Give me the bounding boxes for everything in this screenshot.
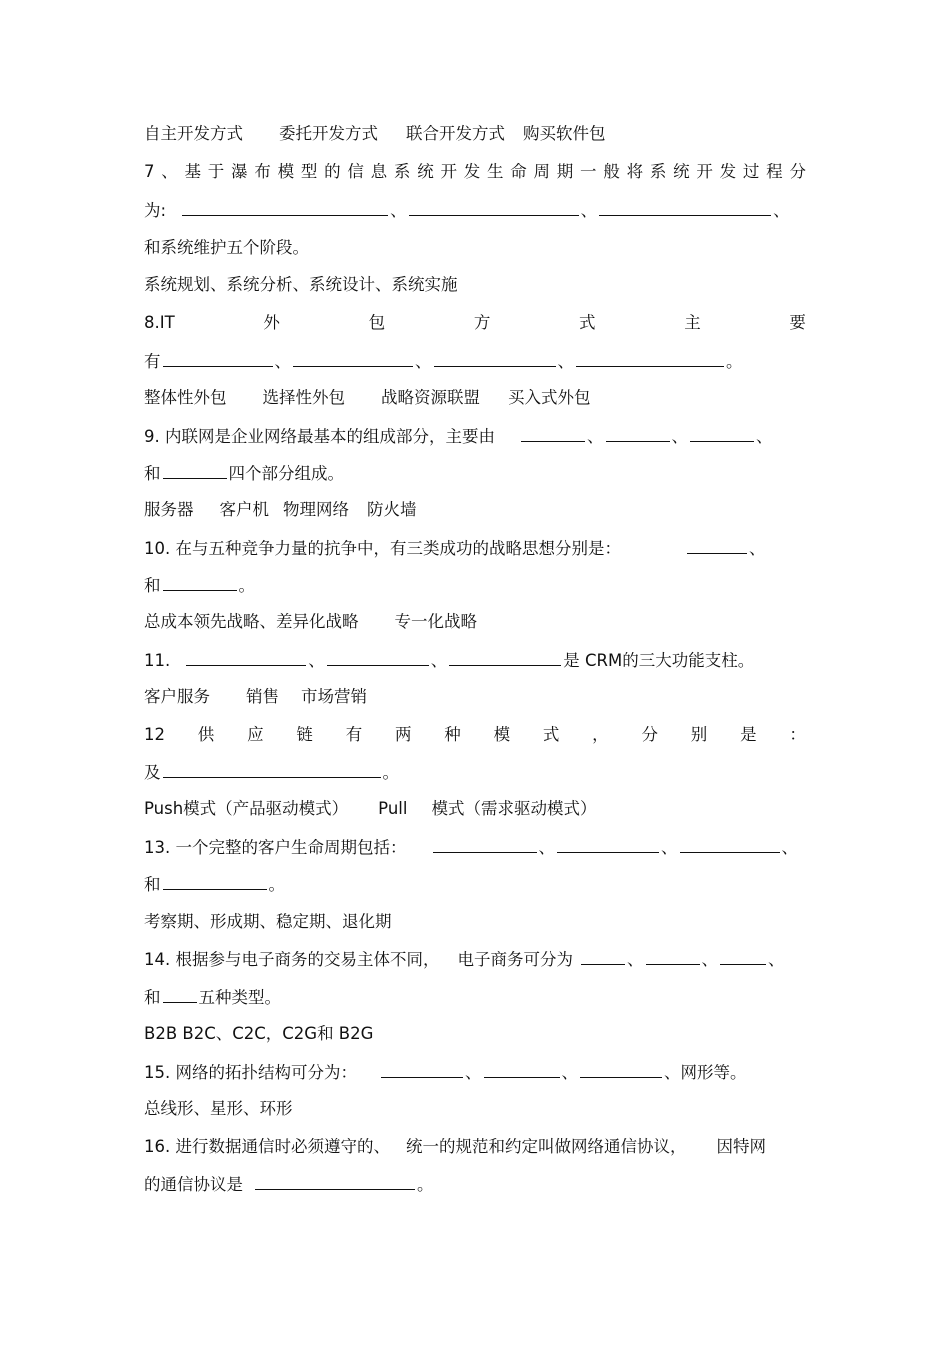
char: 系 <box>393 162 411 181</box>
answer-text: 销售 <box>246 687 279 706</box>
fill-blank[interactable] <box>163 985 197 1003</box>
fill-blank[interactable] <box>163 349 273 367</box>
question-text: 10. 在与五种竞争力量的抗争中，有三类成功的战略思想分别是： <box>144 539 621 558</box>
end-punct: 。 <box>726 352 743 371</box>
word: 是 <box>740 725 757 744</box>
char: 发 <box>463 162 481 181</box>
fill-blank[interactable] <box>599 198 771 216</box>
question-10-line2 <box>144 573 806 597</box>
q11-answer-line <box>144 685 806 709</box>
char: 分 <box>789 162 806 181</box>
suffix-text: 是 CRM的三大功能支柱。 <box>563 651 755 670</box>
word: 链 <box>296 725 313 744</box>
q15-answer-line: 总线形、星形、环形 <box>144 1099 293 1118</box>
word: 包 <box>368 313 386 332</box>
char: 瀑 <box>231 162 248 181</box>
question-16-line1 <box>144 1135 806 1159</box>
word: 种 <box>444 725 461 744</box>
separator: 、 <box>580 201 598 220</box>
end-punct: 。 <box>238 576 255 595</box>
word: 式 <box>542 725 560 744</box>
fill-blank[interactable] <box>381 1060 463 1078</box>
prefix-text: 11. <box>144 651 171 670</box>
question-8-line2 <box>144 349 806 373</box>
suffix-text: 五种类型。 <box>198 988 281 1007</box>
question-12-line2 <box>144 760 806 784</box>
fill-blank[interactable] <box>163 573 237 591</box>
answer-text: Pull <box>378 799 408 818</box>
suffix-text: 四个部分组成。 <box>228 464 344 483</box>
question-text: 13. 一个完整的客户生命周期包括： <box>144 838 407 857</box>
separator: 、 <box>430 651 448 670</box>
fill-blank[interactable] <box>186 648 306 666</box>
char: 期 <box>556 162 574 181</box>
answer-text: 总成本领先战略、差异化战略 <box>144 612 359 631</box>
answer-text: 专一化战略 <box>394 612 477 631</box>
prefix-text: 及 <box>144 763 161 782</box>
answer-text: 买入式外包 <box>508 388 591 407</box>
word: 供 <box>197 725 215 744</box>
end-punct: 。 <box>417 1175 434 1194</box>
fill-blank[interactable] <box>163 760 381 778</box>
suffix-text: 、网形等。 <box>664 1063 747 1082</box>
separator: 、 <box>627 950 644 969</box>
separator: 、 <box>561 1063 578 1082</box>
question-12-line1 <box>144 723 806 747</box>
char: 模 <box>277 162 295 181</box>
question-7-line3: 和系统维护五个阶段。 <box>144 238 309 257</box>
separator: 、 <box>415 352 432 371</box>
word: 12 <box>144 725 165 744</box>
end-punct: 。 <box>268 875 285 894</box>
char: 统 <box>417 162 434 181</box>
question-10-line1 <box>144 536 806 560</box>
separator: 、 <box>308 651 325 670</box>
separator: 、 <box>756 427 773 446</box>
separator: 、 <box>465 1063 482 1082</box>
char: 布 <box>254 162 271 181</box>
question-15-line1 <box>144 1060 806 1084</box>
separator: 、 <box>557 352 574 371</box>
word: 模 <box>493 725 511 744</box>
prefix-text: 为: <box>144 201 167 220</box>
word: 外 <box>263 313 280 332</box>
char: 于 <box>207 162 225 181</box>
fill-blank[interactable] <box>521 424 585 442</box>
fill-blank[interactable] <box>557 835 659 853</box>
fill-blank[interactable] <box>720 947 766 965</box>
char: 般 <box>603 162 620 181</box>
question-13-line2 <box>144 872 806 896</box>
q12-answer-line <box>144 797 806 821</box>
fill-blank[interactable] <box>449 648 561 666</box>
question-14-line1 <box>144 947 806 971</box>
fill-blank[interactable] <box>163 872 267 890</box>
answer-text: 客户服务 <box>144 687 210 706</box>
char: 周 <box>533 162 551 181</box>
separator: 、 <box>701 950 718 969</box>
answer-text: 自主开发方式 <box>144 124 243 143</box>
word: 两 <box>394 725 412 744</box>
char: 系 <box>649 162 667 181</box>
q9-answer-line <box>144 498 806 522</box>
fill-blank[interactable] <box>680 835 780 853</box>
fill-blank[interactable] <box>434 349 556 367</box>
question-11-line1 <box>144 648 806 672</box>
fill-blank[interactable] <box>433 835 537 853</box>
answer-text: 选择性外包 <box>262 388 345 407</box>
question-13-line1 <box>144 835 806 859</box>
fill-blank[interactable] <box>163 461 227 479</box>
char: 7 <box>144 162 155 181</box>
separator: 、 <box>274 352 291 371</box>
answer-text: 整体性外包 <box>144 388 227 407</box>
answer-text: 客户机 <box>219 500 269 519</box>
word: 应 <box>247 725 264 744</box>
char: 型 <box>300 162 318 181</box>
char: 开 <box>696 162 713 181</box>
char: 过 <box>742 162 760 181</box>
word: 主 <box>684 313 701 332</box>
q14-answer-line: B2B B2C、C2C，C2G和 B2G <box>144 1024 374 1043</box>
question-text: 统一的规范和约定叫做网络通信协议， <box>406 1137 687 1156</box>
separator: 、 <box>587 427 604 446</box>
word: 式 <box>579 313 596 332</box>
fill-blank[interactable] <box>182 198 388 216</box>
prefix-text: 有 <box>144 352 161 371</box>
answer-text: 模式（需求驱动模式） <box>431 799 597 818</box>
separator: 、 <box>661 838 678 857</box>
q7-answer-line: 系统规划、系统分析、系统设计、系统实施 <box>144 275 458 294</box>
answer-text: 委托开发方式 <box>279 124 378 143</box>
char: 发 <box>719 162 737 181</box>
char: 统 <box>673 162 690 181</box>
fill-blank[interactable] <box>646 947 700 965</box>
fill-blank[interactable] <box>293 349 413 367</box>
fill-blank[interactable] <box>580 1060 662 1078</box>
word: 别 <box>690 725 708 744</box>
question-text: 因特网 <box>716 1137 766 1156</box>
end-punct: 。 <box>382 763 399 782</box>
char: 将 <box>626 162 644 181</box>
answer-text: 防火墙 <box>367 500 417 519</box>
question-8-line1 <box>144 311 806 335</box>
char: 一 <box>580 162 597 181</box>
answer-text: 市场营销 <box>301 687 367 706</box>
answer-text: 购买软件包 <box>523 124 606 143</box>
word: 分 <box>641 725 658 744</box>
q8-answer-line <box>144 386 806 410</box>
separator: 、 <box>768 950 785 969</box>
question-text: 16. 进行数据通信时必须遵守的、 <box>144 1137 390 1156</box>
prefix-text: 和 <box>144 464 161 483</box>
prefix-text: 和 <box>144 988 161 1007</box>
fill-blank[interactable] <box>327 648 429 666</box>
fill-blank[interactable] <box>409 198 579 216</box>
answer-text: 服务器 <box>144 500 194 519</box>
q13-answer-line: 考察期、形成期、稳定期、退化期 <box>144 912 392 931</box>
char: 命 <box>510 162 527 181</box>
char: 生 <box>486 162 504 181</box>
word: ： <box>789 725 806 744</box>
word: 8.IT <box>144 313 175 332</box>
fill-blank[interactable] <box>606 424 670 442</box>
word: 有 <box>345 725 363 744</box>
char: 的 <box>324 162 341 181</box>
word: 要 <box>789 313 806 332</box>
fill-blank[interactable] <box>484 1060 560 1078</box>
answer-text: 战略资源联盟 <box>381 388 480 407</box>
question-text: 电子商务可分为 <box>457 950 573 969</box>
q10-answer-line <box>144 610 806 634</box>
prefix-text: 的通信协议是 <box>144 1175 243 1194</box>
char: 程 <box>766 162 783 181</box>
question-9-line2 <box>144 461 806 485</box>
answer-text: 物理网络 <box>283 500 349 519</box>
question-text: 14. 根据参与电子商务的交易主体不同， <box>144 950 440 969</box>
separator: 、 <box>773 201 790 220</box>
char: 、 <box>161 162 178 181</box>
fill-blank[interactable] <box>690 424 754 442</box>
question-16-line2 <box>144 1172 806 1196</box>
char: 基 <box>184 162 202 181</box>
answer-text: Push模式（产品驱动模式） <box>144 799 349 818</box>
separator: 、 <box>671 427 688 446</box>
q6-answer-line <box>144 122 806 146</box>
fill-blank[interactable] <box>687 536 747 554</box>
question-7-line1 <box>144 160 806 184</box>
question-text: 9. 内联网是企业网络最基本的组成部分，主要由 <box>144 427 495 446</box>
answer-text: 联合开发方式 <box>406 124 505 143</box>
fill-blank[interactable] <box>255 1172 415 1190</box>
fill-blank[interactable] <box>576 349 724 367</box>
fill-blank[interactable] <box>581 947 625 965</box>
question-7-line2 <box>144 198 806 222</box>
prefix-text: 和 <box>144 576 161 595</box>
word: 方 <box>473 313 491 332</box>
char: 息 <box>370 162 388 181</box>
question-9-line1 <box>144 424 806 448</box>
word: ， <box>592 725 609 744</box>
separator: 、 <box>390 201 407 220</box>
separator: 、 <box>781 838 798 857</box>
separator: 、 <box>538 838 555 857</box>
prefix-text: 和 <box>144 875 161 894</box>
question-14-line2 <box>144 985 806 1009</box>
char: 开 <box>440 162 457 181</box>
question-text: 15. 网络的拓扑结构可分为： <box>144 1063 357 1082</box>
separator: 、 <box>749 539 766 558</box>
char: 信 <box>347 162 364 181</box>
